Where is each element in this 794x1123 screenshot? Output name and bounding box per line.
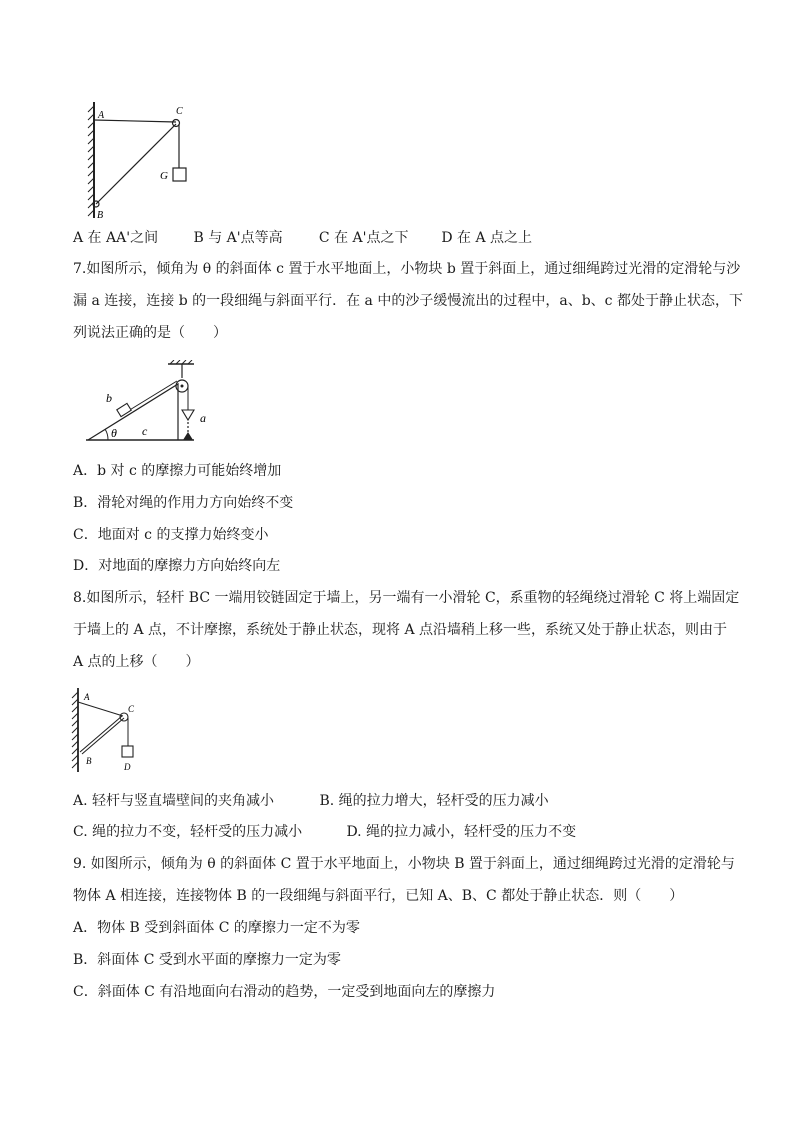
q8-stem-line-1: 8.如图所示，轻杆 BC 一端用铰链固定于墙上，另一端有一小滑轮 C，系重物的轻绳绕过滑轮 C 将上端固定: [73, 590, 740, 606]
label-d: D: [124, 762, 131, 772]
label-b: b: [106, 391, 112, 405]
label-c: c: [142, 424, 148, 438]
q8-stem-line-2: 于墙上的 A 点，不计摩擦，系统处于静止状态，现将 A 点沿墙稍上移一些，系统又处于静止状态，则由于: [73, 622, 728, 638]
q9-option-c[interactable]: C．斜面体 C 有沿地面向右滑动的趋势，一定受到地面向左的摩擦力: [73, 984, 496, 1000]
q7-stem-line-3: 列说法正确的是（ ）: [73, 325, 227, 341]
sand-funnel-a: [182, 410, 194, 420]
q6-option-b[interactable]: B 与 A'点等高: [193, 230, 283, 246]
ceiling-support: [168, 360, 194, 378]
wall-hatching: [72, 688, 78, 772]
q7-option-b[interactable]: B．滑轮对绳的作用力方向始终不变: [73, 495, 294, 511]
pulley-axle: [181, 385, 184, 388]
q6-option-a[interactable]: A 在 AA'之间: [73, 230, 159, 246]
label-a: A: [84, 692, 90, 702]
rod-bc: [96, 124, 176, 204]
q6-options: [73, 228, 532, 248]
rope-ac: [78, 702, 123, 716]
q8-option-a[interactable]: A. 轻杆与竖直墙壁间的夹角减小: [73, 793, 275, 809]
q7-stem-line-1: 7.如图所示，倾角为 θ 的斜面体 c 置于水平地面上，小物块 b 置于斜面上，通过细绳跨过光滑的定滑轮与沙: [73, 261, 741, 277]
q6-option-c[interactable]: C 在 A'点之下: [318, 230, 409, 246]
rope-ac: [94, 120, 176, 122]
label-c: C: [176, 106, 183, 117]
label-a: A: [98, 110, 105, 121]
weight-d: [122, 746, 133, 757]
label-b: B: [97, 210, 104, 221]
q6-option-d[interactable]: D 在 A 点之上: [441, 230, 533, 246]
q9-option-b[interactable]: B．斜面体 C 受到水平面的摩擦力一定为零: [73, 952, 341, 968]
label-g: G: [160, 170, 168, 182]
q8-option-b[interactable]: B. 绳的拉力增大，轻杆受的压力减小: [319, 793, 549, 809]
q9-stem-line-1: 9. 如图所示，倾角为 θ 的斜面体 C 置于水平地面上，小物块 B 置于斜面上，通过细绳跨过光滑的定滑轮与: [73, 856, 735, 872]
label-b: B: [86, 756, 92, 766]
q7-option-d[interactable]: D．对地面的摩擦力方向始终向左: [73, 558, 281, 574]
angle-arc: [105, 429, 108, 440]
figure-wall-rod-weight: [80, 98, 200, 222]
label-theta: θ: [111, 426, 117, 440]
rope-to-block: [128, 381, 177, 411]
figure-rod-pulley-weight: [68, 686, 148, 776]
figure-incline-pulley-sand: [82, 360, 217, 446]
q8-stem-line-3: A 点的上移（ ）: [73, 654, 200, 670]
weight-g: [173, 168, 186, 181]
wall-hatching: [88, 102, 94, 218]
q7-option-c[interactable]: C．地面对 c 的支撑力始终变小: [73, 527, 269, 543]
q8-option-c[interactable]: C. 绳的拉力不变，轻杆受的压力减小: [73, 824, 303, 840]
q9-option-a[interactable]: A．物体 B 受到斜面体 C 的摩擦力一定不为零: [73, 920, 360, 936]
label-c: C: [128, 704, 135, 714]
sand-pile: [183, 432, 193, 440]
q8-option-d[interactable]: D. 绳的拉力减小，轻杆受的压力不变: [346, 824, 577, 840]
q9-stem-line-2: 物体 A 相连接，连接物体 B 的一段细绳与斜面平行，已知 A、B、C 都处于静止状态．则（ ）: [73, 888, 684, 904]
q7-option-a[interactable]: A．b 对 c 的摩擦力可能始终增加: [73, 463, 282, 479]
rod-bc-2: [82, 718, 124, 754]
q8-options-row-1: [73, 791, 549, 811]
label-a: a: [200, 411, 206, 425]
rod-bc-1: [80, 716, 122, 752]
incline-c: [88, 384, 178, 440]
q8-options-row-2: [73, 822, 576, 842]
q7-stem-line-2: 漏 a 连接，连接 b 的一段细绳与斜面平行．在 a 中的沙子缓慢流出的过程中，a、b、c 都处于静止状态，下: [73, 293, 743, 309]
